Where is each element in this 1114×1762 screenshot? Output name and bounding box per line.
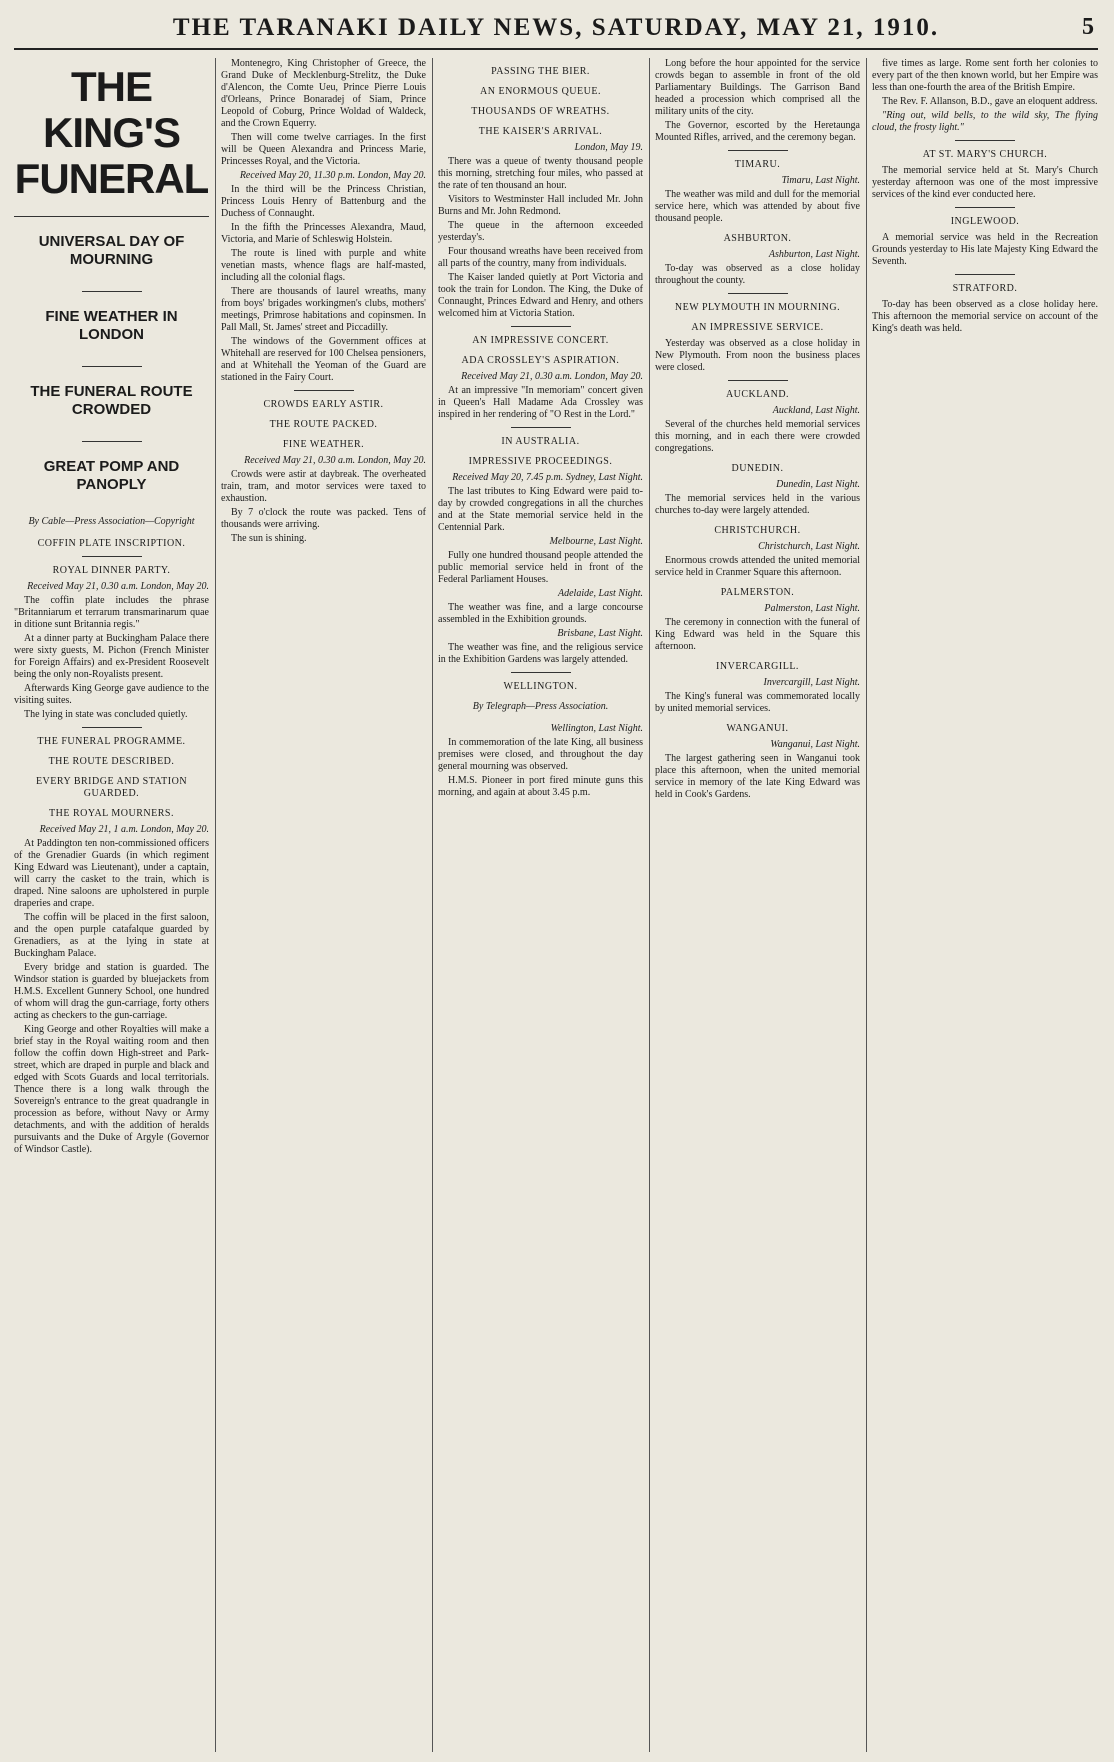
divider — [728, 150, 788, 151]
dateline: Dunedin, Last Night. — [776, 479, 860, 490]
article-paragraph: The memorial services held in the various churches to-day were largely attended. — [655, 493, 860, 516]
article-paragraph: The weather was fine, and a large concourse assembled in the Exhibition grounds. — [438, 602, 643, 625]
article-paragraph: There are thousands of laurel wreaths, many from boys' brigades workingmen's clubs, mothers' meetings, Primrose habitations and copinsmen. In Pall Mall, St. James' street and Piccadilly. — [221, 286, 426, 333]
divider — [955, 274, 1015, 275]
article-paragraph: To-day has been observed as a close holiday here. This afternoon the memorial service on account of the King's death was held. — [872, 299, 1098, 334]
dateline: Adelaide, Last Night. — [558, 588, 643, 599]
article-paragraph: The windows of the Government offices at Whitehall are reserved for 100 Chelsea pensioners, and at Whitehall the Yeoman of the Guard are stationed in the Fairy Court. — [221, 336, 426, 383]
masthead — [14, 14, 1098, 50]
section-heading: THE ROUTE PACKED. — [269, 419, 378, 430]
article-paragraph: At Paddington ten non-commissioned officers of the Grenadier Guards (in which regiment King Edward was Lieutenant), under a captain, will carry the casket to the train, which is draped. Nine saloons are upholstered in purple draperies and crape. — [14, 838, 209, 909]
section-heading: PASSING THE BIER. — [491, 66, 590, 77]
section-heading: WELLINGTON. — [503, 681, 578, 692]
article-paragraph: Fully one hundred thousand people attended the public memorial service held in front of the Federal Parliament Houses. — [438, 550, 643, 585]
section-heading: IMPRESSIVE PROCEEDINGS. — [468, 456, 613, 467]
subheadline: GREAT POMP AND PANOPLY — [43, 458, 180, 493]
article-paragraph: Crowds were astir at daybreak. The overheated train, tram, and motor services were taxed to exhaustion. — [221, 469, 426, 504]
dateline: Auckland, Last Night. — [772, 405, 860, 416]
article-paragraph: The weather was fine, and the religious service in the Exhibition Gardens was largely attended. — [438, 642, 643, 665]
divider — [955, 207, 1015, 208]
dateline: Received May 21, 0.30 a.m. London, May 20. — [27, 581, 209, 592]
section-heading: AT ST. MARY'S CHURCH. — [922, 149, 1048, 160]
article-paragraph: King George and other Royalties will make a brief stay in the Royal waiting room and then follow the coffin down High-street and Park-street, which are draped in purple and black and edged with Scots Guards and local territorials. Thence there is a long walk through the Sovereign's entrance to the great quadrangle in procession as before, without Navy or Army detachments, and with the addition of heralds pursuivants and the Duke of Argyle (Governor of Windsor Castle). — [14, 1024, 209, 1155]
dateline: Received May 21, 1 a.m. London, May 20. — [39, 824, 209, 835]
article-paragraph: At an impressive "In memoriam" concert given in Queen's Hall Madame Ada Crossley was inspired in her rendering of "O Rest in the Lord." — [438, 385, 643, 420]
subheadline: FINE WEATHER IN LONDON — [45, 308, 178, 343]
article-paragraph: In the third will be the Princess Christian, Princess Louis Henry of Battenburg and the Duchess of Connaught. — [221, 184, 426, 219]
divider — [82, 556, 142, 557]
divider — [728, 380, 788, 381]
section-heading: THE FUNERAL PROGRAMME. — [37, 736, 186, 747]
divider — [14, 216, 209, 217]
section-heading: THOUSANDS OF WREATHS. — [471, 106, 610, 117]
article-paragraph: The last tributes to King Edward were paid to-day by crowded congregations in all the churches and at the State memorial service held in the Centennial Park. — [438, 486, 643, 533]
article-paragraph: Enormous crowds attended the united memorial service held in Cranmer Square this afternoon. — [655, 555, 860, 578]
section-heading: ADA CROSSLEY'S ASPIRATION. — [461, 355, 620, 366]
section-heading: CHRISTCHURCH. — [714, 525, 801, 536]
main-headline: THE KING'S FUNERAL — [14, 63, 209, 202]
section-heading: THE ROYAL MOURNERS. — [49, 808, 174, 819]
article-paragraph: The Governor, escorted by the Heretaunga Mounted Rifles, arrived, and the ceremony began. — [655, 120, 860, 143]
dateline: Invercargill, Last Night. — [763, 677, 860, 688]
section-heading: AN IMPRESSIVE SERVICE. — [691, 322, 824, 333]
article-paragraph: At a dinner party at Buckingham Palace there were sixty guests, M. Pichon (French Minister for Foreign Affairs) and ex-President Roosevelt being the only non-Royalists present. — [14, 633, 209, 680]
divider — [511, 326, 571, 327]
column-3 — [438, 58, 643, 1752]
article-paragraph: The largest gathering seen in Wanganui took place this afternoon, when the united memorial service in memory of the late King Edward was held in Cook's Gardens. — [655, 753, 860, 800]
dateline: Melbourne, Last Night. — [549, 536, 643, 547]
section-heading: ASHBURTON. — [723, 233, 792, 244]
masthead-title: THE TARANAKI DAILY NEWS, SATURDAY, MAY 21, 1910. — [172, 14, 940, 41]
article-paragraph: Every bridge and station is guarded. The Windsor station is guarded by bluejackets from H.M.S. Excellent Gunnery School, one hundred of whom will drag the gun-carriage, forty others acting as checkers to the gun-carriage. — [14, 962, 209, 1021]
article-paragraph: Yesterday was observed as a close holiday in New Plymouth. From noon the business places were closed. — [655, 338, 860, 373]
section-heading: CROWDS EARLY ASTIR. — [263, 399, 384, 410]
article-paragraph: The Rev. F. Allanson, B.D., gave an eloquent address. — [882, 96, 1098, 107]
divider — [82, 291, 142, 292]
article-paragraph: In the fifth the Princesses Alexandra, Maud, Victoria, and Marie of Schleswig Holstein. — [221, 222, 426, 245]
dateline: Christchurch, Last Night. — [758, 541, 860, 552]
dateline: London, May 19. — [574, 142, 643, 153]
dateline: Received May 21, 0.30 a.m. London, May 20. — [244, 455, 426, 466]
article-paragraph: H.M.S. Pioneer in port fired minute guns this morning, and again at about 3.45 p.m. — [438, 775, 643, 798]
article-paragraph: A memorial service was held in the Recreation Grounds yesterday to His late Majesty King Edward the Seventh. — [872, 232, 1098, 267]
article-paragraph: The weather was mild and dull for the memorial service here, which was attended by about five thousand people. — [655, 189, 860, 224]
section-heading: STRATFORD. — [952, 283, 1018, 294]
section-heading: COFFIN PLATE INSCRIPTION. — [37, 538, 186, 549]
divider — [294, 390, 354, 391]
section-heading: THE KAISER'S ARRIVAL. — [478, 126, 603, 137]
divider — [955, 140, 1015, 141]
divider — [82, 366, 142, 367]
section-heading: PALMERSTON. — [720, 587, 795, 598]
section-heading: THE ROUTE DESCRIBED. — [48, 756, 175, 767]
article-paragraph: The sun is shining. — [231, 533, 307, 544]
section-heading: FINE WEATHER. — [282, 439, 365, 450]
column-5 — [872, 58, 1098, 1752]
subheadline: THE FUNERAL ROUTE CROWDED — [30, 383, 193, 418]
dateline: Palmerston, Last Night. — [764, 603, 860, 614]
section-heading: AN IMPRESSIVE CONCERT. — [472, 335, 609, 346]
article-paragraph: To-day was observed as a close holiday throughout the county. — [655, 263, 860, 286]
dateline: Received May 21, 0.30 a.m. London, May 20. — [461, 371, 643, 382]
divider — [82, 727, 142, 728]
article-paragraph: The memorial service held at St. Mary's Church yesterday afternoon was one of the most impressive services of the kind ever conducted here. — [872, 165, 1098, 200]
columns — [14, 58, 1098, 1752]
section-heading: IN AUSTRALIA. — [501, 436, 580, 447]
section-heading: TIMARU. — [734, 159, 781, 170]
article-paragraph: Afterwards King George gave audience to the visiting suites. — [14, 683, 209, 706]
verse-quote: "Ring out, wild bells, to the wild sky, The flying cloud, the frosty light." — [872, 110, 1098, 133]
page-number: 5 — [1082, 14, 1094, 40]
article-paragraph: By 7 o'clock the route was packed. Tens of thousands were arriving. — [221, 507, 426, 530]
subheadline: UNIVERSAL DAY OF MOURNING — [38, 233, 185, 268]
article-paragraph: Several of the churches held memorial services this morning, and in each there were crowded congregations. — [655, 419, 860, 454]
article-paragraph: The ceremony in connection with the funeral of King Edward was held in the Square this afternoon. — [655, 617, 860, 652]
article-paragraph: The route is lined with purple and white venetian masts, whence flags are half-masted, including all the colonial flags. — [221, 248, 426, 283]
column-4 — [655, 58, 860, 1752]
section-heading: INGLEWOOD. — [950, 216, 1020, 227]
byline: By Cable—Press Association—Copyright — [28, 516, 195, 527]
article-paragraph: Then will come twelve carriages. In the first will be Queen Alexandra and Princess Marie, Princesses Royal, and the Victoria. — [221, 132, 426, 167]
article-paragraph: The coffin will be placed in the first saloon, and the open purple catafalque guarded by Grenadiers, as at the lying in state at Buckingham Palace. — [14, 912, 209, 959]
column-1 — [14, 58, 209, 1752]
column-rule — [215, 58, 216, 1752]
dateline: Brisbane, Last Night. — [557, 628, 643, 639]
section-heading: DUNEDIN. — [731, 463, 784, 474]
section-heading: ROYAL DINNER PARTY. — [52, 565, 171, 576]
article-paragraph: The King's funeral was commemorated locally by united memorial services. — [655, 691, 860, 714]
dateline: Received May 20, 11.30 p.m. London, May 20. — [239, 170, 426, 181]
article-paragraph: In commemoration of the late King, all business premises were closed, and throughout the day general mourning was observed. — [438, 737, 643, 772]
section-heading: NEW PLYMOUTH IN MOURNING. — [674, 302, 841, 313]
article-paragraph: There was a queue of twenty thousand people this morning, stretching four miles, who passed at the rate of ten thousand an hour. — [438, 156, 643, 191]
dateline: Ashburton, Last Night. — [768, 249, 860, 260]
section-heading: EVERY BRIDGE AND STATION GUARDED. — [35, 776, 188, 799]
section-heading: AUCKLAND. — [725, 389, 790, 400]
dateline: Received May 20, 7.45 p.m. Sydney, Last Night. — [452, 472, 643, 483]
article-paragraph: Long before the hour appointed for the service crowds began to assemble in front of the old Parliamentary Buildings. The Garrison Band headed a procession which comprised all the military units of the city. — [655, 58, 860, 117]
dateline: Timaru, Last Night. — [781, 175, 860, 186]
section-heading: WANGANUI. — [726, 723, 789, 734]
article-paragraph: Four thousand wreaths have been received from all parts of the country, many from individuals. — [438, 246, 643, 269]
section-heading: INVERCARGILL. — [716, 661, 799, 672]
column-rule — [866, 58, 867, 1752]
divider — [511, 672, 571, 673]
article-paragraph: The Kaiser landed quietly at Port Victoria and took the train for London. The King, the Duke of Connaught, Princes Edward and Henry, and others welcomed him at Victoria Station. — [438, 272, 643, 319]
article-paragraph: five times as large. Rome sent forth her colonies to every part of the then known world, but her Empire was less than one-fourth the area of the British Empire. — [872, 58, 1098, 93]
column-2 — [221, 58, 426, 1752]
article-paragraph: The queue in the afternoon exceeded yesterday's. — [438, 220, 643, 243]
column-rule — [432, 58, 433, 1752]
article-paragraph: Montenegro, King Christopher of Greece, the Grand Duke of Mecklenburg-Strelitz, the Duke d'Alencon, the Comte Ueu, Prince Pierre Louis d'Orleans, Prince Bonaradej of Siam, Prince Leopold of Coburg, Prince Woldad of Waldeck, and the Crown Equerry. — [221, 58, 426, 129]
article-paragraph: The lying in state was concluded quietly. — [24, 709, 188, 720]
article-paragraph: The coffin plate includes the phrase "Britanniarum et terrarum transmarinarum quae in ditione sunt Britannia regis." — [14, 595, 209, 630]
divider — [82, 441, 142, 442]
dateline: Wanganui, Last Night. — [770, 739, 860, 750]
column-rule — [649, 58, 650, 1752]
divider — [511, 427, 571, 428]
section-heading: AN ENORMOUS QUEUE. — [480, 86, 601, 97]
article-paragraph: Visitors to Westminster Hall included Mr. John Burns and Mr. John Redmond. — [438, 194, 643, 217]
divider — [728, 293, 788, 294]
byline: By Telegraph—Press Association. — [472, 701, 609, 712]
dateline: Wellington, Last Night. — [550, 723, 643, 734]
